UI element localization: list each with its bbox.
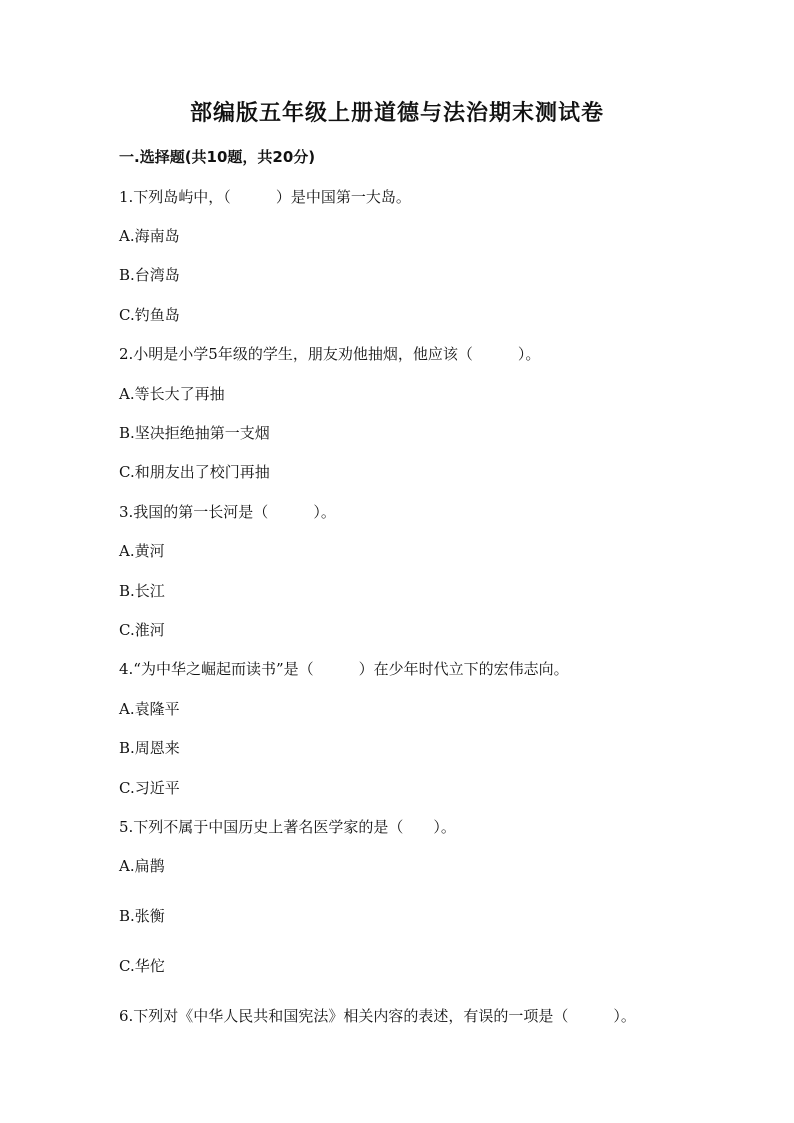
question-2-option-b: B.坚决拒绝抽第一支烟	[119, 424, 270, 442]
question-1-stem: 1.下列岛屿中，（ ）是中国第一大岛。	[119, 188, 411, 206]
question-3-option-a: A.黄河	[119, 542, 165, 560]
question-6-stem: 6.下列对《中华人民共和国宪法》相关内容的表述，有误的一项是（ ）。	[119, 1007, 636, 1025]
question-1-option-a: A.海南岛	[119, 227, 180, 245]
question-5-option-a: A.扁鹊	[119, 857, 165, 875]
question-5-stem: 5.下列不属于中国历史上著名医学家的是（ ）。	[119, 818, 456, 836]
question-4-option-c: C.习近平	[119, 779, 180, 797]
question-1-option-b: B.台湾岛	[119, 266, 180, 284]
question-2-stem: 2.小明是小学5年级的学生，朋友劝他抽烟，他应该（ ）。	[119, 345, 541, 363]
document-title: 部编版五年级上册道德与法治期末测试卷	[189, 100, 604, 126]
question-2-option-c: C.和朋友出了校门再抽	[119, 463, 270, 481]
question-5-option-c: C.华佗	[119, 957, 165, 975]
question-4-stem: 4.“为中华之崛起而读书”是（ ）在少年时代立下的宏伟志向。	[119, 660, 569, 678]
question-1-option-c: C.钓鱼岛	[119, 306, 180, 324]
question-4-option-b: B.周恩来	[119, 739, 180, 757]
section-heading: 一.选择题(共10题，共20分)	[119, 148, 316, 166]
question-4-option-a: A.袁隆平	[119, 700, 180, 718]
question-3-option-c: C.淮河	[119, 621, 165, 639]
question-2-option-a: A.等长大了再抽	[119, 385, 225, 403]
question-3-option-b: B.长江	[119, 582, 165, 600]
question-5-option-b: B.张衡	[119, 907, 165, 925]
question-3-stem: 3.我国的第一长河是（ ）。	[119, 503, 336, 521]
